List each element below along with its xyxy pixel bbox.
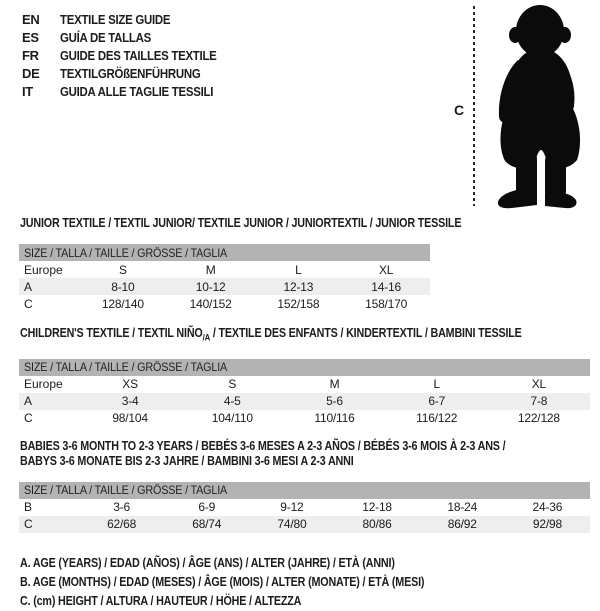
row-label: A [24,279,33,294]
header-section [0,0,600,212]
size-cell: 14-16 [371,279,401,294]
table-row-age-months [19,499,590,516]
size-header-label: SIZE / TALLA / TAILLE / GRÖSSE / TAGLIA [24,483,228,497]
table-row-age [19,393,590,410]
size-cell: 152/158 [277,296,320,311]
footnote-c: C. (cm) HEIGHT / ALTURA / HAUTEUR / HÖHE / ALTEZZA [20,593,302,608]
size-cell: 9-12 [280,500,304,514]
size-cell: 122/128 [517,411,560,425]
language-code: ES [22,29,39,45]
size-cell: 80/86 [362,517,392,531]
junior-table-title: JUNIOR TEXTILE / TEXTIL JUNIOR/ TEXTILE JUNIOR / JUNIORTEXTIL / JUNIOR TESSILE [20,216,462,230]
size-table-babies [19,482,590,533]
height-measure-dashed-line [473,6,475,206]
size-cell: 12-18 [362,500,392,514]
table-row-height [19,410,590,427]
children-table-title [20,326,522,346]
size-header-bar [19,482,590,499]
size-cell: 68/74 [192,517,222,531]
children-title-suffix: / TEXTILE DES ENFANTS / KINDERTEXTIL / BAMBINI TESSILE [210,326,522,340]
row-label: C [24,411,33,425]
size-cell: 86/92 [447,517,477,531]
size-cell: 18-24 [447,500,478,514]
size-cell: 3-6 [113,500,130,514]
row-label: Europe [24,377,63,391]
size-header-label: SIZE / TALLA / TAILLE / GRÖSSE / TAGLIA [24,360,228,374]
size-cell: 5-6 [326,394,343,408]
size-cell: 98/104 [112,411,148,425]
language-row [22,10,238,28]
size-cell: XS [122,377,138,391]
size-cell: 104/110 [211,411,253,425]
size-cell: 7-8 [530,394,548,408]
size-cell: 140/152 [189,296,232,311]
size-cell: 3-4 [121,394,139,408]
footnote-a: A. AGE (YEARS) / EDAD (AÑOS) / ÂGE (ANS) / ALTER (JAHRE) / ETÀ (ANNI) [20,555,395,570]
language-code: FR [22,47,39,63]
height-measure-label: C [454,102,465,118]
size-cell: 116/122 [416,411,458,425]
size-header-label: SIZE / TALLA / TAILLE / GRÖSSE / TAGLIA [24,245,228,260]
size-cell: 74/80 [277,517,307,531]
children-title-prefix: CHILDREN'S TEXTILE / TEXTIL NIÑO [20,326,203,340]
size-cell: 4-5 [223,394,241,408]
language-label: GUÍA DE TALLAS [60,29,151,45]
children-title-sub: /A [202,332,211,343]
size-cell: M [329,377,340,391]
language-code: EN [22,11,40,27]
language-label: GUIDA ALLE TAGLIE TESSILI [60,83,214,99]
size-cell: 24-36 [532,500,563,514]
language-label: TEXTILGRÖßENFÜHRUNG [60,65,201,81]
row-label: A [24,394,33,408]
size-cell: 158/170 [365,296,408,311]
table-row-europe [19,261,430,278]
toddler-silhouette-icon [484,2,598,210]
size-cell: 92/98 [532,517,562,531]
language-code: IT [22,83,33,99]
size-header-bar [19,359,590,376]
language-code: DE [22,65,40,81]
footnotes [20,554,600,611]
row-label: Europe [24,262,63,277]
table-row-europe [19,376,590,393]
babies-table-title [20,439,519,469]
size-cell: 110/116 [314,411,355,425]
language-row [22,64,238,82]
language-label: GUIDE DES TAILLES TEXTILE [60,47,217,63]
size-table-junior [19,244,430,312]
size-header-bar [19,244,430,261]
babies-title-line2: BABYS 3-6 MONATE BIS 2-3 JAHRE / BAMBINI 3-6 MESI A 2-3 ANNI [20,453,354,468]
row-label: C [24,296,33,311]
size-cell: 12-13 [283,279,314,294]
language-row [22,28,238,46]
size-cell: S [118,262,127,277]
language-label: TEXTILE SIZE GUIDE [60,11,171,27]
table-row-age [19,278,430,295]
size-cell: 6-9 [198,500,216,514]
footnote-b: B. AGE (MONTHS) / EDAD (MESES) / ÂGE (MOIS) / ALTER (MONATE) / ETÀ (MESI) [20,574,425,589]
language-row [22,82,238,100]
babies-title-line1: BABIES 3-6 MONTH TO 2-3 YEARS / BEBÉS 3-6 MESES A 2-3 AÑOS / BÉBÉS 3-6 MOIS À 2-3 ANS / [20,438,506,453]
height-figure [446,0,600,212]
size-table-children [19,359,590,427]
row-label: B [24,500,33,514]
row-label: C [24,517,33,531]
table-row-height [19,516,590,533]
size-cell: L [433,377,440,391]
size-cell: M [205,262,216,277]
language-row [22,46,238,64]
size-cell: 6-7 [428,394,446,408]
language-list [22,10,238,100]
size-cell: 10-12 [195,279,226,294]
size-cell: S [228,377,237,391]
size-cell: XL [378,262,394,277]
size-cell: 62/68 [107,517,137,531]
size-cell: XL [531,377,547,391]
size-cell: 8-10 [111,279,135,294]
size-cell: 128/140 [101,296,144,311]
table-row-height [19,295,430,312]
size-cell: L [295,262,302,277]
